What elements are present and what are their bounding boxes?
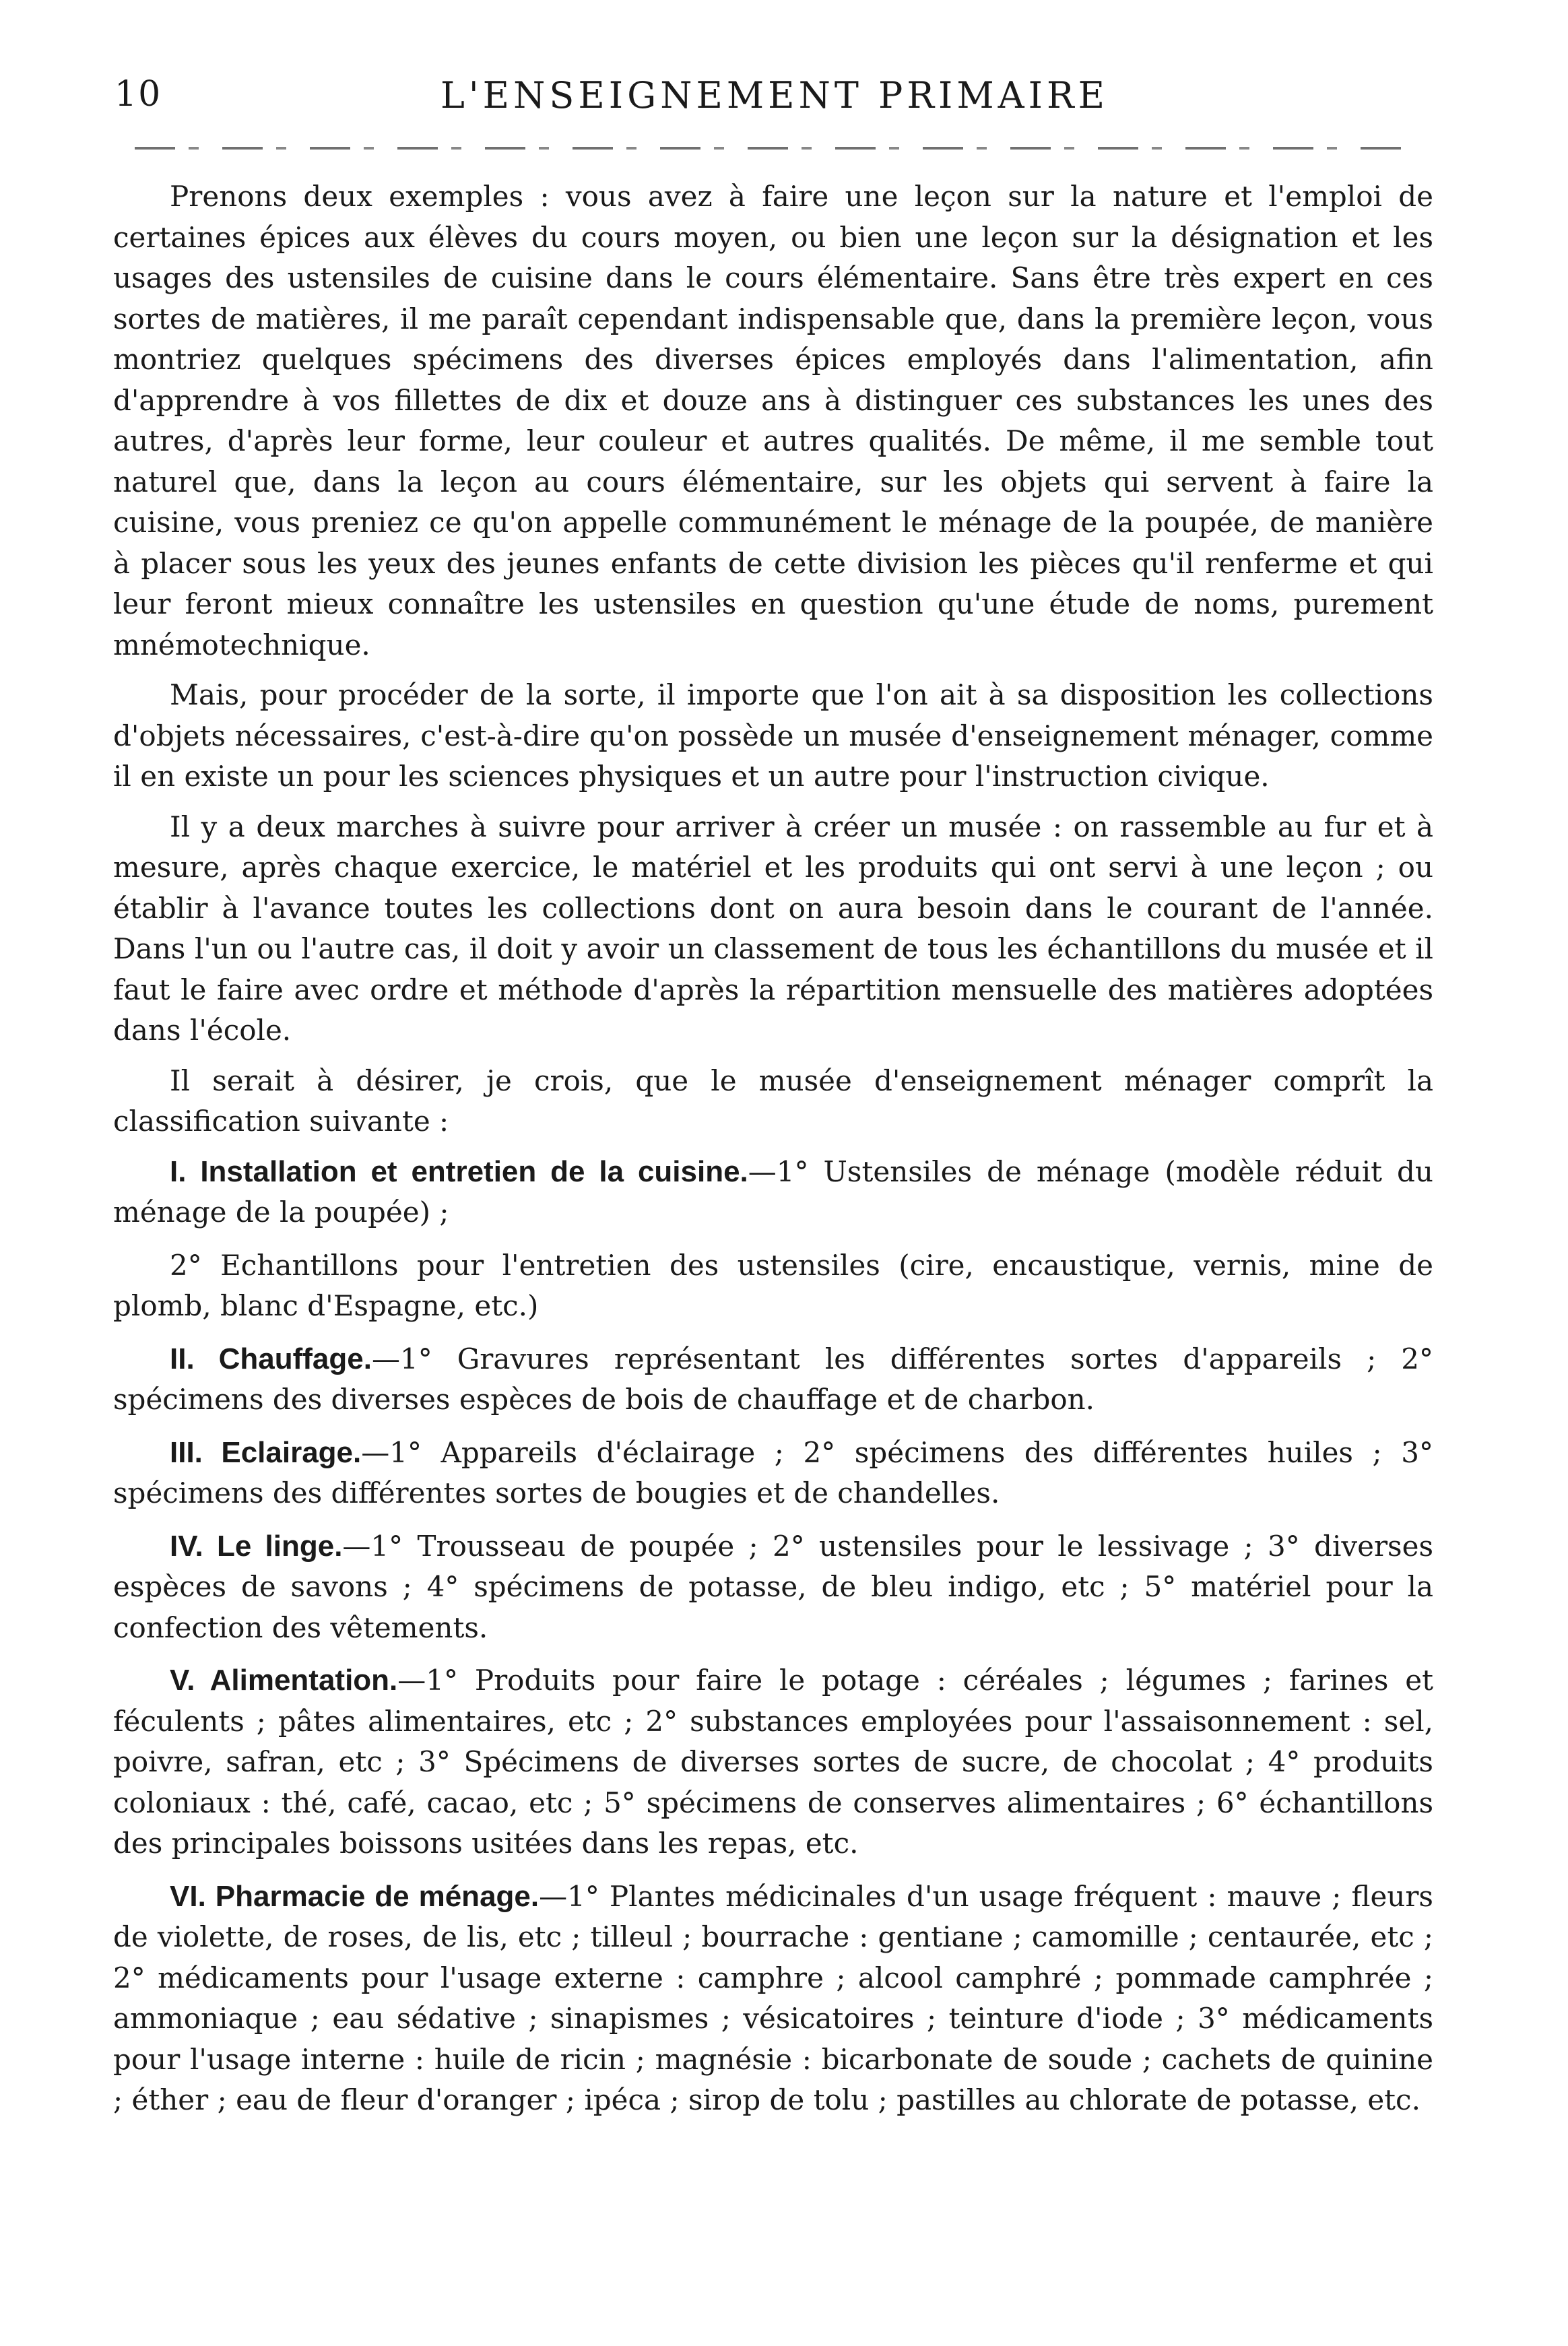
section-title: II. Chauffage. — [170, 1342, 372, 1375]
paragraph: Il serait à désirer, je crois, que le musée d'enseignement ménager comprît la classification suivante : — [113, 1064, 1433, 1138]
section-title: V. Alimentation. — [170, 1664, 398, 1697]
page-number: 10 — [115, 74, 162, 115]
section-text: —1° Produits pour faire le potage : céréales ; légumes ; farines et féculents ; pâtes alimentaires, etc ; 2° substances employées pour l'assaisonnement : sel, poivre, safran, etc ; 3° Spécimens de diverses sortes de sucre, de chocolat ; 4° produits coloniaux : thé, café, cacao, etc ; 5° spécimens de conserves alimentaires ; 6° échantillons des principales boissons usitées dans les repas, etc. — [113, 1664, 1434, 1860]
section-text: —1° Ustensiles de ménage (modèle réduit du ménage de la poupée) ; — [113, 1154, 1433, 1229]
page-body — [113, 176, 1433, 2133]
section-title: VI. Pharmacie de ménage. — [170, 1879, 540, 1913]
section-item — [113, 1152, 1433, 1233]
section-item — [113, 1526, 1433, 1649]
section-title: I. Installation et entretien de la cuisine. — [170, 1154, 748, 1188]
section-item — [113, 1339, 1433, 1421]
paragraph: Mais, pour procéder de la sorte, il importe que l'on ait à sa disposition les collections d'objets nécessaires, c'est-à-dire qu'on possède un musée d'enseignement ménager, comme il en existe un pour les sciences physiques et un autre pour l'instruction civique. — [113, 678, 1433, 793]
section-item — [113, 1660, 1433, 1864]
section-title: IV. Le linge. — [170, 1529, 343, 1563]
section-text: 2° Echantillons pour l'entretien des ustensiles (cire, encaustique, vernis, mine de plomb, blanc d'Espagne, etc.) — [113, 1248, 1433, 1322]
page-header — [115, 67, 1435, 128]
paragraph: Il y a deux marches à suivre pour arriver à créer un musée : on rassemble au fur et à mesure, après chaque exercice, le matériel et les produits qui ont servi à une leçon ; ou établir à l'avance toutes les collections dont on aura besoin dans le courant de l'année. Dans l'un ou l'autre cas, il doit y avoir un classement de tous les échantillons du musée et il faut le faire avec ordre et méthode d'après la répartition mensuelle des matières adoptées dans l'école. — [113, 810, 1433, 1047]
section-text: —1° Plantes médicinales d'un usage fréquent : mauve ; fleurs de violette, de roses, de lis, etc ; tilleul ; bourrache : gentiane ; camomille ; centaurée, etc ; 2° médicaments pour l'usage externe : camphre ; alcool camphré ; pommade camphrée ; ammoniaque ; eau sédative ; sinapismes ; vésicatoires ; teinture d'iode ; 3° médicaments pour l'usage interne : huile de ricin ; magnésie : bicarbonate de soude ; cachets de quinine ; éther ; eau de fleur d'oranger ; ipéca ; sirop de tolu ; pastilles au chlorate de potasse, etc. — [113, 1879, 1433, 2116]
section-text: —1° Appareils d'éclairage ; 2° spécimens des différentes huiles ; 3° spécimens des différentes sortes de bougies et de chandelles. — [113, 1435, 1433, 1509]
section-text: —1° Gravures représentant les différentes sortes d'appareils ; 2° spécimens des diverses espèces de bois de chauffage et de charbon. — [113, 1342, 1433, 1416]
section-item — [113, 1433, 1433, 1514]
header-rule — [135, 147, 1414, 150]
section-item — [113, 1877, 1433, 2121]
paragraph: Prenons deux exemples : vous avez à faire une leçon sur la nature et l'emploi de certaines épices aux élèves du cours moyen, ou bien une leçon sur la désignation et les usages des ustensiles de cuisine dans le cours élémentaire. Sans être très expert en ces sortes de matières, il me paraît cependant indispensable que, dans la première leçon, vous montriez quelques spécimens des diverses épices employés dans l'alimentation, afin d'apprendre à vos fillettes de dix et douze ans à distinguer ces substances les unes des autres, d'après leur forme, leur couleur et autres qualités. De même, il me semble tout naturel que, dans la leçon au cours élémentaire, sur les objets qui servent à faire la cuisine, vous preniez ce qu'on appelle communément le ménage de la poupée, de manière à placer sous les yeux des jeunes enfants de cette division les pièces qu'il renferme et qui leur feront mieux connaître les ustensiles en question qu'une étude de noms, purement mnémotechnique. — [113, 180, 1433, 661]
section-item — [113, 1245, 1433, 1327]
running-title: L'ENSEIGNEMENT PRIMAIRE — [440, 74, 1109, 117]
section-title: III. Eclairage. — [170, 1435, 362, 1469]
section-text: —1° Trousseau de poupée ; 2° ustensiles pour le lessivage ; 3° diverses espèces de savons ; 4° spécimens de potasse, de bleu indigo, etc ; 5° matériel pour la confection des vêtements. — [113, 1529, 1433, 1644]
